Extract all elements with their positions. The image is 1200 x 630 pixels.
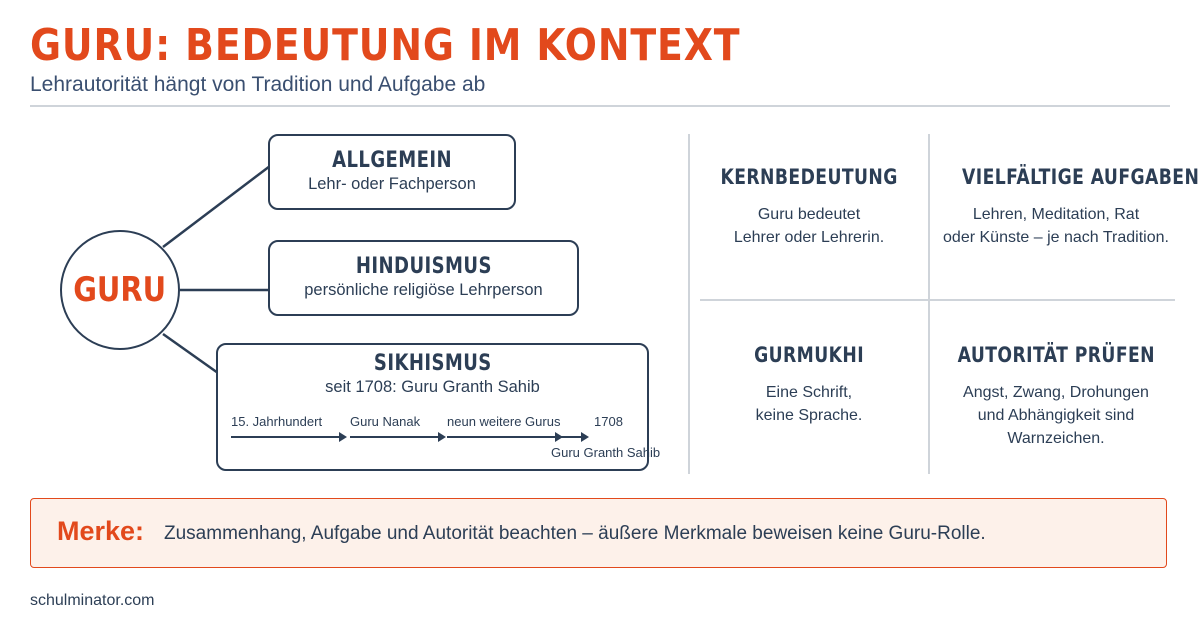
timeline-label: 1708: [594, 414, 623, 429]
timeline-label: 15. Jahrhundert: [231, 414, 323, 429]
grid-cell-line: Warnzeichen.: [1007, 430, 1105, 447]
timeline-arrow: [553, 436, 583, 438]
grid-cell-autoritaet: [936, 343, 1176, 450]
timeline-arrow: [231, 436, 341, 438]
timeline-arrowhead: [438, 432, 446, 442]
branch-heading: ALLGEMEIN: [332, 148, 452, 173]
timeline-arrowhead: [339, 432, 347, 442]
timeline-label: Guru Granth Sahib: [551, 445, 661, 460]
connector-allgemein: [163, 166, 270, 247]
grid-cell-line: keine Sprache.: [755, 407, 863, 424]
grid-cell-line: und Abhängigkeit sind: [977, 407, 1135, 424]
branch-allgemein: [268, 134, 516, 210]
branch-description: Lehr- oder Fachperson: [308, 175, 476, 193]
timeline-arrow: [350, 436, 440, 438]
grid-cell-line: oder Künste – je nach Tradition.: [943, 229, 1169, 246]
grid-cell-heading: GURMUKHI: [754, 343, 864, 367]
grid-cell-heading: AUTORITÄT PRÜFEN: [957, 343, 1155, 367]
branch-description: seit 1708: Guru Granth Sahib: [325, 378, 540, 396]
branch-hinduismus: [268, 240, 579, 316]
branch-sikhismus: [216, 343, 661, 471]
note-text: Zusammenhang, Aufgabe und Autorität beachten – äußere Merkmale beweisen keine Guru-Rolle.: [164, 523, 986, 544]
connector-sikhismus: [163, 334, 218, 373]
branch-heading: HINDUISMUS: [355, 254, 492, 279]
guru-center-label: GURU: [73, 270, 167, 310]
footer-site: schulminator.com: [30, 592, 155, 609]
grid-divider: [700, 299, 1175, 301]
guru-center-node: [60, 230, 180, 350]
grid-cell-line: Angst, Zwang, Drohungen: [963, 384, 1149, 401]
branch-heading: SIKHISMUS: [373, 351, 492, 376]
grid-cell-aufgaben: [936, 165, 1200, 249]
branch-description: persönliche religiöse Lehrperson: [304, 281, 543, 299]
timeline-label: neun weitere Gurus: [447, 414, 561, 429]
page-title: GURU: BEDEUTUNG IM KONTEXT: [30, 20, 741, 71]
grid-cell-heading: VIELFÄLTIGE AUFGABEN: [962, 165, 1200, 189]
timeline-label: Guru Nanak: [350, 414, 421, 429]
timeline-arrowhead: [581, 432, 589, 442]
note-box: [30, 498, 1167, 568]
grid-cell-kernbedeutung: [689, 165, 929, 249]
page-subtitle: Lehrautorität hängt von Tradition und Aufgabe ab: [30, 73, 486, 96]
grid-cell-gurmukhi: [689, 343, 929, 427]
grid-cell-line: Lehrer oder Lehrerin.: [733, 229, 885, 246]
grid-cell-line: Lehren, Meditation, Rat: [972, 206, 1140, 223]
note-label: Merke:: [57, 516, 145, 546]
timeline-arrow: [447, 436, 557, 438]
grid-cell-heading: KERNBEDEUTUNG: [720, 165, 898, 189]
grid-cell-line: Guru bedeutet: [757, 206, 861, 223]
grid-cell-line: Eine Schrift,: [765, 384, 853, 401]
